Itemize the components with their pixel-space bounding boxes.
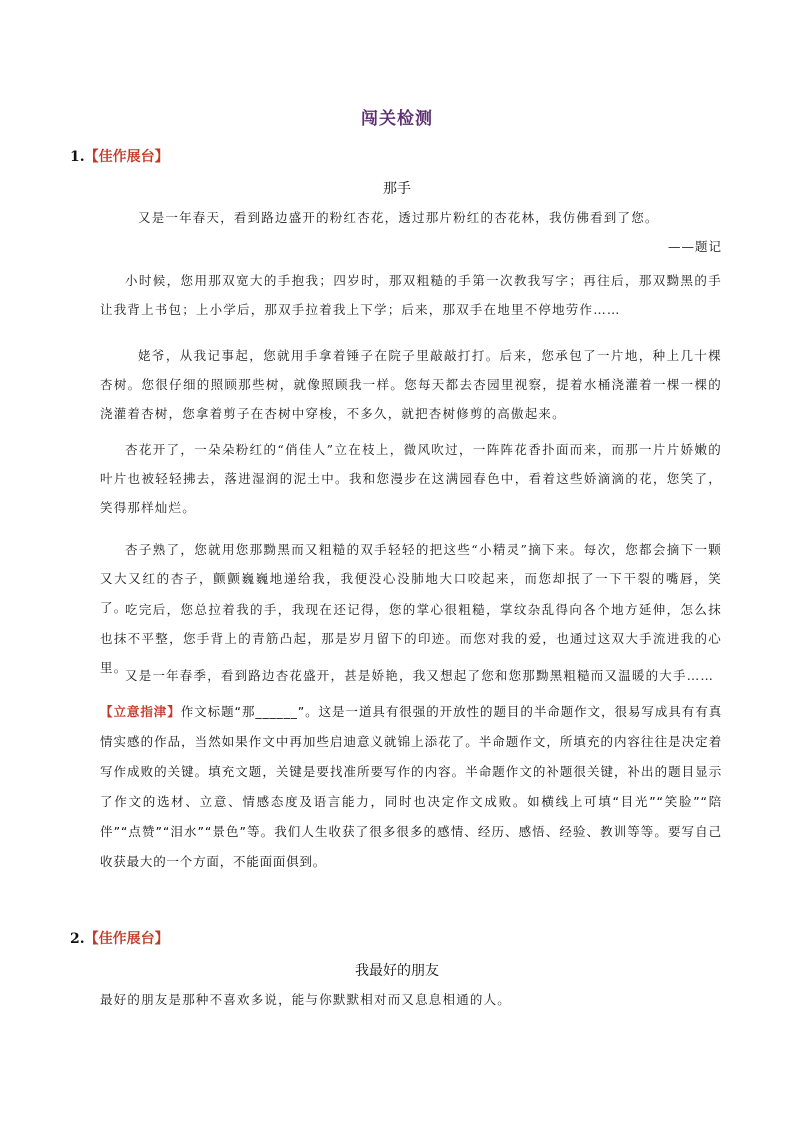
section-2-tag: 【佳作展台】 [84,931,169,947]
essay-1-paragraph-2: 姥爷，从我记事起，您就用手拿着锤子在院子里敲敲打打。后来，您承包了一片地，种上几十棵杏树。您很仔细的照顾那些树，就像照顾我一样。您每天都去杏园里视察，提着水桶浇灌着一棵一棵的浇灌着杏树，您拿着剪子在杏树中穿梭，不多久，就把杏树修剪的高傲起来。 [100,348,722,421]
essay-1-paragraph-1: 小时候，您用那双宽大的手抱我；四岁时，那双粗糙的手第一次教我写字；再往后，那双黝黑的手让我背上书包；上小学后，那双手拉着我上下学；后来，那双手在地里不停地劳作…… [100,273,722,317]
guide-tag: 【立意指津】 [100,704,181,719]
essay-2-paragraph-0: 最好的朋友是那种不喜欢多说，能与你默默相对而又息息相通的人。 [100,992,512,1007]
essay-1-paragraph-4: 杏子熟了，您就用您那黝黑而又粗糙的双手轻轻的把这些“小精灵”摘下来。每次，您都会摘下一颗又大又红的杏子，颤颤巍巍地递给我，我便没心没肺地大口咬起来，而您却抿了一下干裂的嘴唇，笑了。 [100,542,722,615]
section-2-number: 2. [70,931,85,947]
essay-1-paragraph-6: 又是一年春季，看到路边杏花盛开，甚是娇艳，我又想起了您和您那黝黑粗糙而又温暖的大手…… [125,668,715,683]
essay-1-title: 那手 [383,181,411,197]
guide-text: 作文标题“那______”。这是一道具有很强的开放性的题目的半命题作文，很易写成具有有真情实感的作品，当然如果作文中再加些启迪意义就锦上添花了。半命题作文，所填充的内容往往是决定着写作成败的关键。填充文题，关键是要找准所要写作的内容。半命题作文的补题很关键，补出的题目显示了作文的选材、立意、情感态度及语言能力，同时也决定作文成败。如横线上可填“目光”“笑脸”“陪伴”“点赞”“泪水”“景色”等。我们人生收获了很多很多的感情、经历、感悟、经验、教训等等。要写自己收获最大的一个方面，不能面面俱到。 [100,704,722,869]
essay-1-paragraph-3: 杏花开了，一朵朵粉红的“俏佳人”立在枝上，微风吹过，一阵阵花香扑面而来，而那一片片娇嫩的叶片也被轻轻拂去，落进湿润的泥土中。我和您漫步在这满园春色中，看着这些娇滴滴的花，您笑了，笑得那样灿烂。 [100,442,722,515]
page-title: 闯关检测 [361,109,433,129]
guide-block [100,697,722,877]
essay-1-signature: ——题记 [667,239,722,254]
section-1-number: 1. [70,149,85,165]
section-2-heading [70,928,169,948]
section-1-heading [70,146,169,166]
essay-1-paragraph-5: 吃完后，您总拉着我的手，我现在还记得，您的掌心很粗糙，掌纹杂乱得向各个地方延伸，怎么抹也抹不平整，您手背上的青筋凸起，那是岁月留下的印迹。而您对我的爱，也通过这双大手流进我的心里。 [100,602,722,675]
section-1-tag: 【佳作展台】 [84,149,169,165]
essay-1-paragraph-0: 又是一年春天，看到路边盛开的粉红杏花，透过那片粉红的杏花林，我仿佛看到了您。 [138,210,659,225]
essay-2-title: 我最好的朋友 [355,963,439,979]
